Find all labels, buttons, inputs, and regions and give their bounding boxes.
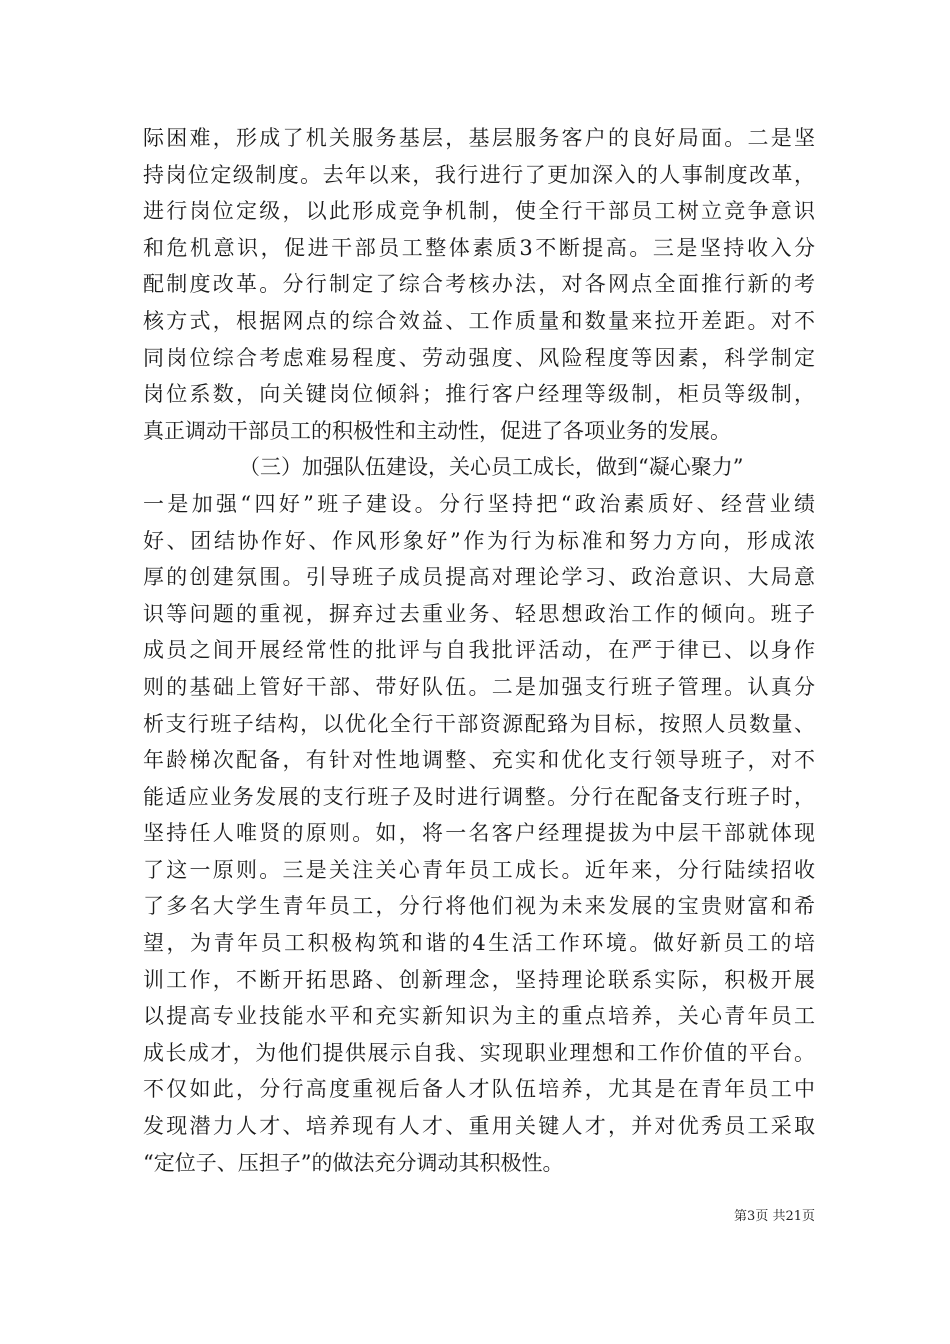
text-line: 好、团结协作好、作风形象好”作为行为标准和努力方向，形成浓: [143, 528, 815, 553]
text-line: 析支行班子结构，以优化全行干部资源配臵为目标，按照人员数量、: [143, 711, 815, 736]
text-line: 际困难，形成了机关服务基层，基层服务客户的良好局面。二是坚: [143, 126, 815, 150]
text-line: 能适应业务发展的支行班子及时进行调整。分行在配备支行班子时，: [143, 784, 815, 809]
text-line: 一是加强“四好”班子建设。分行坚持把“政治素质好、经营业绩: [143, 491, 815, 516]
text-line: 成员之间开展经常性的批评与自我批评活动，在严于律已、以身作: [143, 638, 815, 663]
text-line: 坚持任人唯贤的原则。如，将一名客户经理提拔为中层干部就体现: [143, 821, 815, 846]
text-line: 不仅如此，分行高度重视后备人才队伍培养，尤其是在青年员工中: [143, 1077, 815, 1102]
text-line: 了多名大学生青年员工，分行将他们视为未来发展的宝贵财富和希: [143, 894, 815, 919]
text-line: 真正调动干部员工的积极性和主动性，促进了各项业务的发展。: [143, 418, 731, 443]
text-line: 核方式，根据网点的综合效益、工作质量和数量来拉开差距。对不: [143, 308, 815, 333]
text-line: 同岗位综合考虑难易程度、劳动强度、风险程度等因素，科学制定: [143, 345, 815, 370]
text-line: 识等问题的重视，摒弃过去重业务、轻思想政治工作的倾向。班子: [143, 601, 815, 626]
text-line: “定位子、压担子”的做法充分调动其积极性。: [143, 1150, 564, 1175]
page-number: 第3页 共21页: [734, 1209, 815, 1224]
text-line: 配制度改革。分行制定了综合考核办法，对各网点全面推行新的考: [143, 272, 815, 297]
text-line: 和危机意识，促进干部员工整体素质3不断提高。三是坚持收入分: [143, 235, 815, 260]
text-line: 进行岗位定级，以此形成竞争机制，使全行干部员工树立竞争意识: [143, 199, 815, 224]
text-line: 训工作，不断开拓思路、创新理念，坚持理论联系实际，积极开展: [143, 967, 815, 992]
text-line: 持岗位定级制度。去年以来，我行进行了更加深入的人事制度改革，: [143, 162, 815, 187]
text-line: 则的基础上管好干部、带好队伍。二是加强支行班子管理。认真分: [143, 674, 815, 699]
text-line: 岗位系数，向关键岗位倾斜；推行客户经理等级制，柜员等级制，: [143, 382, 815, 407]
text-line: 厚的创建氛围。引导班子成员提高对理论学习、政治意识、大局意: [143, 565, 815, 590]
text-line: 发现潜力人才、培养现有人才、重用关键人才，并对优秀员工采取: [143, 1114, 815, 1139]
text-line: 成长成才，为他们提供展示自我、实现职业理想和工作价值的平台。: [143, 1040, 815, 1065]
text-line: 望，为青年员工积极构筑和谐的4生活工作环境。做好新员工的培: [143, 931, 815, 956]
section-heading: （三）加强队伍建设，关心员工成长，做到“凝心聚力”: [239, 455, 744, 480]
text-line: 年龄梯次配备，有针对性地调整、充实和优化支行领导班子，对不: [143, 748, 815, 773]
body-text: [143, 120, 815, 1181]
text-line: 以提高专业技能水平和充实新知识为主的重点培养，关心青年员工: [143, 1004, 815, 1029]
text-line: 了这一原则。三是关注关心青年员工成长。近年来，分行陆续招收: [143, 857, 815, 882]
